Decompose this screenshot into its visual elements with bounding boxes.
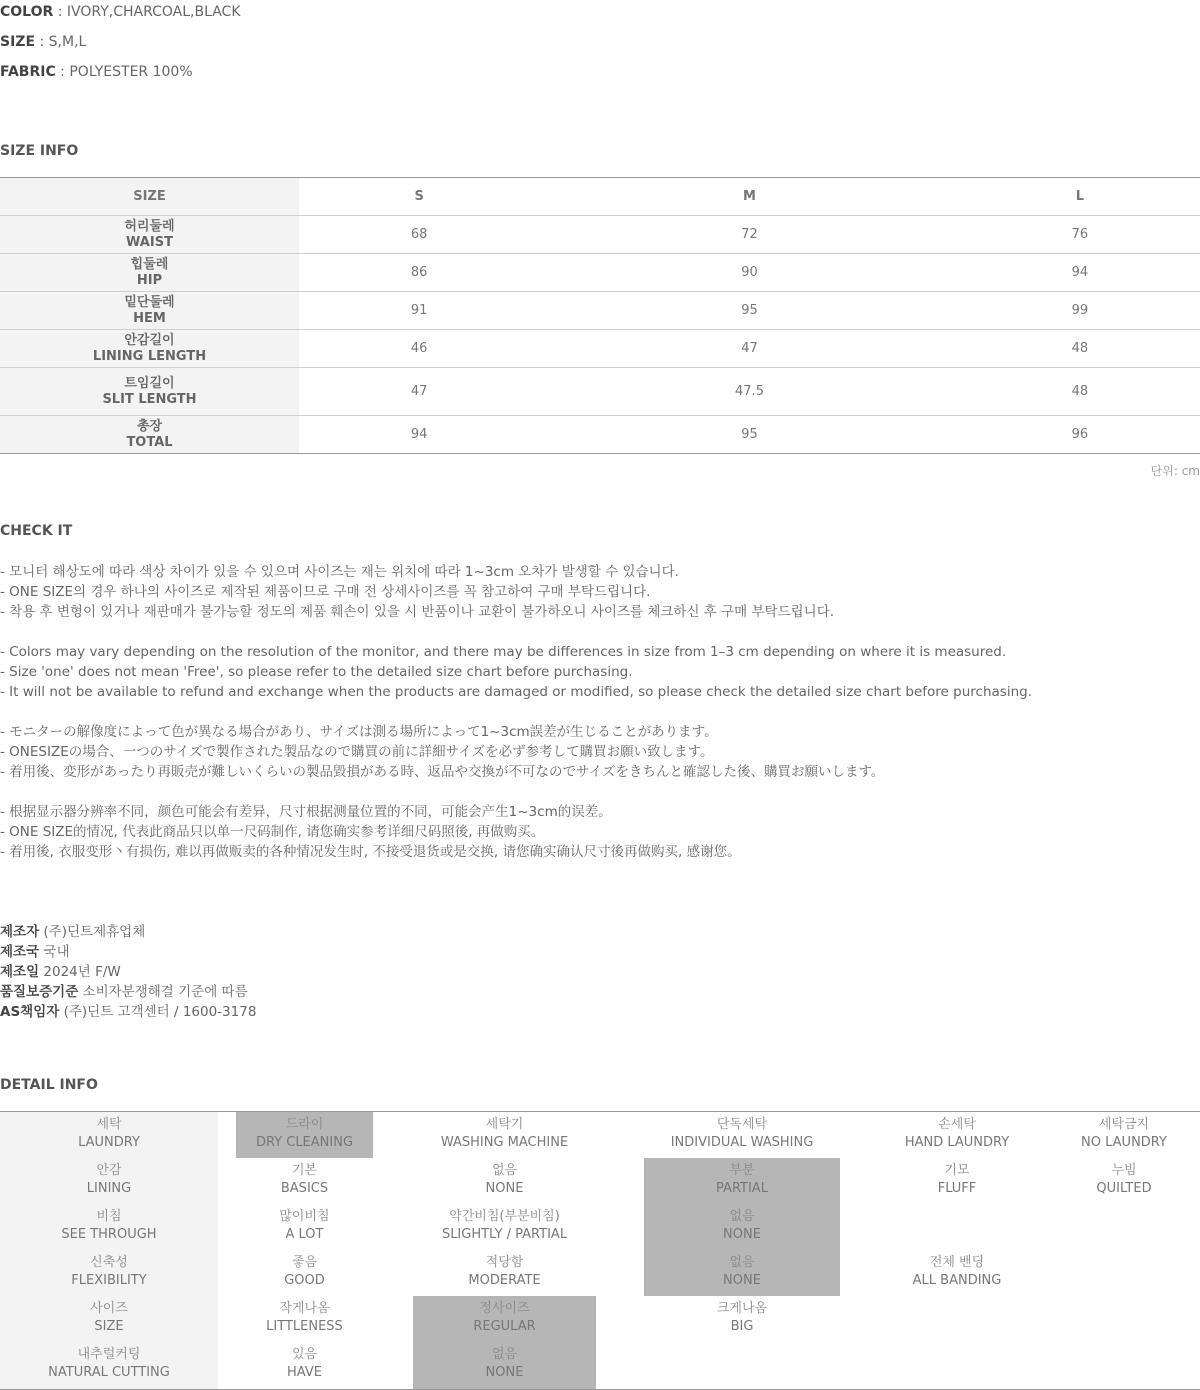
detail-label: 비침 SEE THROUGH <box>61 1209 157 1242</box>
maker-line: AS책임자 (주)딘트 고객센터 / 1600-3178 <box>0 1004 257 1020</box>
note-line: - It will not be available to refund and exchange when the products are damaged or modified, so please check the detailed size chart before purchasing. <box>0 684 1032 700</box>
detail-label: 안감 LINING <box>86 1163 132 1196</box>
table-cell: 90 <box>539 254 959 292</box>
table-cell: 99 <box>960 292 1200 330</box>
spec-value: : S,M,L <box>35 34 87 50</box>
table-row <box>0 330 1200 368</box>
note-line: - Colors may vary depending on the resolution of the monitor, and there may be differences in size from 1–3 cm depending on where it is measured. <box>0 644 1007 660</box>
detail-option: 단독세탁 INDIVIDUAL WASHING <box>670 1117 814 1150</box>
table-cell: 95 <box>539 416 959 454</box>
table-cell: 47 <box>299 368 539 416</box>
detail-grid <box>0 1111 1200 1390</box>
spec-color <box>0 4 241 20</box>
detail-option: 좋음 GOOD <box>284 1255 325 1288</box>
table-cell: 95 <box>539 292 959 330</box>
row-label: 힙둘레 HIP <box>0 254 299 292</box>
size-header-cell: M <box>539 178 959 216</box>
size-header-cell: L <box>960 178 1200 216</box>
detail-option: 없음 NONE <box>485 1347 524 1380</box>
table-cell: 96 <box>960 416 1200 454</box>
note-line: - 着用後, 衣服变形丶有损伤, 难以再做贩卖的各种情况发生时, 不接受退货或是交换, 请您确实确认尺寸後再做购买, 感谢您。 <box>0 844 741 860</box>
table-row <box>0 254 1200 292</box>
note-line: - Size 'one' does not mean 'Free', so please refer to the detailed size chart before purchasing. <box>0 664 633 680</box>
spec-value: : POLYESTER 100% <box>55 64 193 80</box>
table-row <box>0 216 1200 254</box>
row-label: 밑단둘레 HEM <box>0 292 299 330</box>
maker-line: 품질보증기준 소비자분쟁해결 기준에 따름 <box>0 984 248 1000</box>
table-cell: 86 <box>299 254 539 292</box>
detail-option: 세탁기 WASHING MACHINE <box>440 1117 569 1150</box>
spec-value: : IVORY,CHARCOAL,BLACK <box>53 4 241 20</box>
note-line: - ONE SIZE的情况, 代表此商品只以单一尺码制作, 请您确实参考详细尺码照後, 再做购买。 <box>0 824 545 840</box>
detail-label: 사이즈 SIZE <box>90 1301 128 1334</box>
row-label: 총장 TOTAL <box>0 416 299 454</box>
table-cell: 68 <box>299 216 539 254</box>
spec-size <box>0 34 86 50</box>
note-line: - 根据显示器分辨率不同，颜色可能会有差异，尺寸根据测量位置的不同，可能会产生1~3cm的误差。 <box>0 804 612 820</box>
note-line: - モニターの解像度によって色が異なる場合があり、サイズは測る場所によって1~3cm誤差が生じることがあります。 <box>0 724 718 740</box>
maker-line: 제조일 2024년 F/W <box>0 964 121 980</box>
size-info-title: SIZE INFO <box>0 143 79 159</box>
note-line: - 모니터 해상도에 따라 색상 차이가 있을 수 있으며 사이즈는 재는 위치에 따라 1~3cm 오차가 발생할 수 있습니다. <box>0 564 679 580</box>
table-row <box>0 416 1200 454</box>
note-line: - 着用後、変形があったり再販売が難しいくらいの製品毀損がある時、返品や交換が不可なのでサイズをきちんと確認した後、購買お願いします。 <box>0 764 885 780</box>
detail-label: 내추럴커팅 NATURAL CUTTING <box>48 1347 170 1380</box>
detail-option: 누빔 QUILTED <box>1096 1163 1152 1196</box>
table-cell: 94 <box>299 416 539 454</box>
detail-label: 신축성 FLEXIBILITY <box>71 1255 147 1288</box>
detail-option: 약간비침(부분비침) SLIGHTLY / PARTIAL <box>441 1209 568 1242</box>
maker-info <box>0 922 256 1022</box>
detail-option: 세탁금지 NO LAUNDRY <box>1081 1117 1167 1150</box>
size-header-cell: SIZE <box>0 178 299 216</box>
table-cell: 91 <box>299 292 539 330</box>
detail-info-title: DETAIL INFO <box>0 1077 98 1093</box>
check-it-title: CHECK IT <box>0 523 73 539</box>
detail-option: 드라이 DRY CLEANING <box>255 1117 354 1150</box>
spec-label: COLOR <box>0 4 54 20</box>
table-cell: 47 <box>539 330 959 368</box>
table-cell: 46 <box>299 330 539 368</box>
detail-option: 크게나옴 BIG <box>716 1301 768 1334</box>
row-label: 허리둘레 WAIST <box>0 216 299 254</box>
table-row <box>0 368 1200 416</box>
spec-label: SIZE <box>0 34 36 50</box>
table-cell: 47.5 <box>539 368 959 416</box>
row-label: 트임길이 SLIT LENGTH <box>0 368 299 416</box>
detail-option: 손세탁 HAND LAUNDRY <box>904 1117 1010 1150</box>
note-line: - ONESIZEの場合、一つのサイズで製作された製品なので購買の前に詳細サイズを必ず参考して購買お願い致します。 <box>0 744 714 760</box>
detail-label: 세탁 LAUNDRY <box>78 1117 140 1150</box>
size-table-header <box>0 178 1200 216</box>
note-line: - ONE SIZE의 경우 하나의 사이즈로 제작된 제품이므로 구매 전 상세사이즈를 꼭 참고하여 구매 부탁드립니다. <box>0 584 651 600</box>
detail-option: 기본 BASICS <box>280 1163 329 1196</box>
detail-option: 부분 PARTIAL <box>716 1163 768 1196</box>
table-cell: 48 <box>960 368 1200 416</box>
table-cell: 48 <box>960 330 1200 368</box>
detail-option: 있음 HAVE <box>287 1347 322 1380</box>
table-cell: 72 <box>539 216 959 254</box>
check-it-notes <box>0 562 1200 862</box>
detail-option: 작게나옴 LITTLENESS <box>266 1301 343 1334</box>
table-row <box>0 292 1200 330</box>
detail-option: 정사이즈 REGULAR <box>473 1301 536 1334</box>
detail-option: 전체 밴딩 ALL BANDING <box>912 1255 1002 1288</box>
note-line: - 착용 후 변형이 있거나 재판매가 불가능할 정도의 제품 훼손이 있을 시 반품이나 교환이 불가하오니 사이즈를 체크하신 후 구매 부탁드립니다. <box>0 604 835 620</box>
spec-label: FABRIC <box>0 64 56 80</box>
detail-option: 많이비침 A LOT <box>279 1209 330 1242</box>
detail-option: 없음 NONE <box>723 1255 761 1288</box>
maker-line: 제조자 (주)딘트제휴업체 <box>0 924 146 940</box>
size-table <box>0 177 1200 454</box>
detail-option: 기모 FLUFF <box>937 1163 977 1196</box>
table-cell: 94 <box>960 254 1200 292</box>
size-header-cell: S <box>299 178 539 216</box>
unit-label: 단위: cm <box>1150 464 1200 478</box>
detail-option: 없음 NONE <box>723 1209 761 1242</box>
row-label: 안감길이 LINING LENGTH <box>0 330 299 368</box>
maker-line: 제조국 국내 <box>0 944 70 960</box>
detail-option: 없음 NONE <box>485 1163 524 1196</box>
table-cell: 76 <box>960 216 1200 254</box>
spec-fabric <box>0 64 193 80</box>
detail-option: 적당함 MODERATE <box>468 1255 541 1288</box>
